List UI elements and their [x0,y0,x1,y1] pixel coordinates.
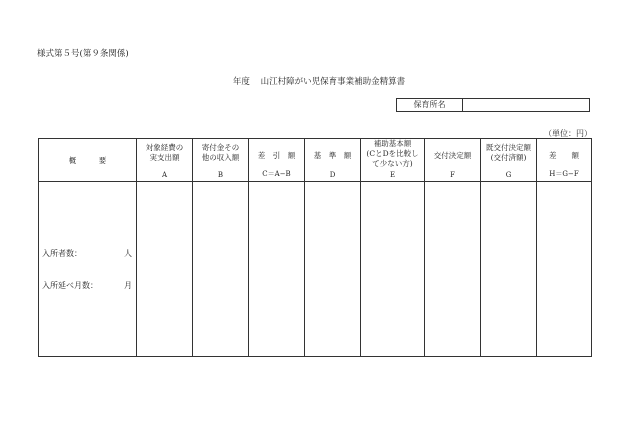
col-letter: H＝G−F [549,170,579,178]
title-year: 年度 [232,77,250,87]
col-label: 差 引 額 [257,151,296,160]
col-letter: C＝A−B [262,170,291,178]
col-label: 既交付決定額 (交付済額) [486,143,531,162]
prior-grant-cell[interactable] [481,182,537,357]
title-name: 山江村障がい児保育事業補助金精算書 [260,77,406,87]
standard-amount-cell[interactable] [305,182,361,357]
col-header-difference [249,139,305,182]
settlement-table [38,138,592,357]
col-label: 概 要 [68,156,107,165]
actual-expense-cell[interactable] [137,182,193,357]
col-header-balance [537,139,592,182]
col-letter: A [161,171,168,179]
facility-name-label: 保育所名 [397,99,463,111]
header-row [39,139,592,182]
col-label: 差 額 [549,151,579,160]
enrolled-months-unit: 月 [124,281,132,290]
col-letter: E [389,171,396,179]
overview-cell[interactable] [39,182,137,357]
enrollee-count-unit: 人 [124,249,132,258]
grant-decision-cell[interactable] [425,182,481,357]
col-letter: D [329,171,336,179]
other-income-cell[interactable] [193,182,249,357]
col-label: 補助基本額 (CとDを比較し て少ない方) [366,139,419,168]
col-label: 交付決定額 [433,151,472,160]
col-header-overview [39,139,137,182]
balance-cell[interactable] [537,182,592,357]
document-title [0,75,630,87]
col-header-prior-grant [481,139,537,182]
col-letter: B [217,171,224,179]
facility-name-field[interactable] [463,99,589,111]
col-letter: G [505,171,512,179]
enrollee-count-label: 入所者数： [42,249,82,258]
col-header-grant-decision [425,139,481,182]
col-header-actual-expense [137,139,193,182]
enrolled-months-label: 入所延べ月数： [42,281,98,290]
col-header-other-income [193,139,249,182]
form-number: 様式第５号(第９条関係) [37,49,129,59]
col-letter: F [450,171,455,179]
col-label: 対象経費の 実支出額 [145,143,184,162]
difference-cell[interactable] [249,182,305,357]
facility-name-box [396,98,590,112]
col-header-standard-amount [305,139,361,182]
base-subsidy-cell[interactable] [361,182,425,357]
col-label: 基 準 額 [313,151,352,160]
unit-note: （単位：円） [544,129,592,138]
col-header-base-subsidy [361,139,425,182]
col-label: 寄付金その 他の収入額 [201,143,240,162]
body-row [39,182,592,357]
